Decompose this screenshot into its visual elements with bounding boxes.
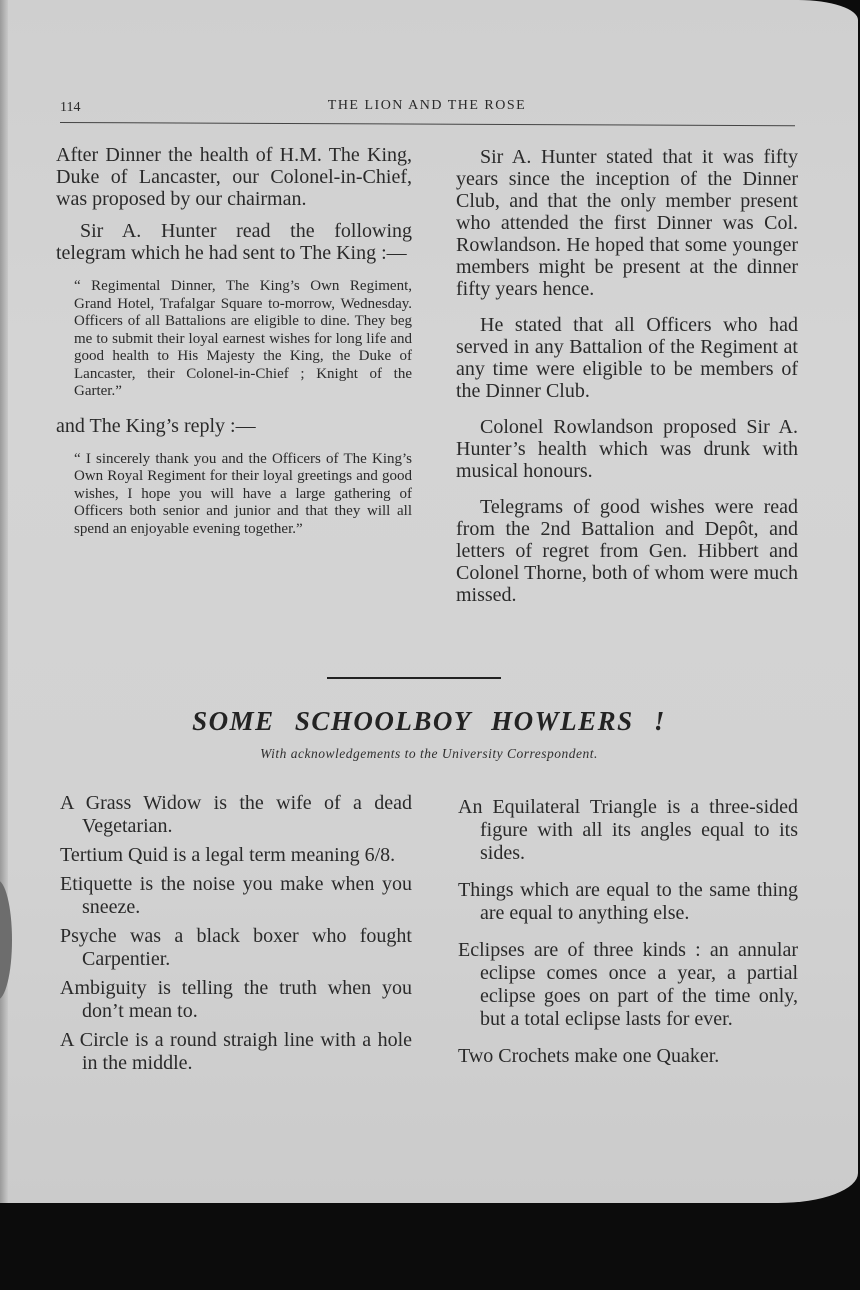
telegram-quote: “ Regimental Dinner, The King’s Own Regiment, Grand Hotel, Trafalgar Square to-morrow, Wednesday. Officers of all Battalions are eligible to dine. They beg me to submit their loyal earnest wishes for long life and good health to His Majesty the King, the Duke of Lancaster, their Colonel-in-Chief ; Knight of the Garter.” — [74, 278, 412, 399]
thumb-shadow — [0, 880, 12, 1000]
paragraph: and The King’s reply :— — [56, 414, 256, 437]
howler-item: An Equilateral Triangle is a three-sided figure with all its angles equal to its sides. — [458, 796, 798, 864]
reply-quote: “ I sincerely thank you and the Officers of The King’s Own Royal Regiment for their loyal greetings and good wishes, I hope you will have a large gathering of Officers both senior and junior and that they will all spend an enjoyable evening together.” — [74, 450, 412, 537]
paragraph: Sir A. Hunter read the following telegram which he had sent to The King :— — [56, 220, 412, 264]
page-number: 114 — [60, 100, 81, 115]
howler-item: Two Crochets make one Quaker. — [458, 1045, 720, 1067]
howler-item: Tertium Quid is a legal term meaning 6/8. — [60, 844, 396, 866]
dinner-right-column — [456, 146, 798, 616]
paragraph: He stated that all Officers who had served in any Battalion of the Regiment at any time were eligible to be members of the Dinner Club. — [456, 314, 798, 402]
section-subtitle: With acknowledgements to the University Correspondent. — [260, 746, 598, 761]
howler-item: Eclipses are of three kinds : an annular eclipse comes once a year, a partial eclipse goes on part of the time only, but a total eclipse lasts for ever. — [458, 939, 798, 1030]
howler-item: Etiquette is the noise you make when you sneeze. — [60, 873, 412, 918]
howler-item: Psyche was a black boxer who fought Carpentier. — [60, 925, 412, 970]
paragraph: After Dinner the health of H.M. The King, Duke of Lancaster, our Colonel-in-Chief, was proposed by our chairman. — [56, 144, 412, 210]
paragraph: Sir A. Hunter stated that it was fifty years since the inception of the Dinner Club, and that the only member present who attended the first Dinner was Col. Rowlandson. He hoped that some younger members might be present at the dinner fifty years hence. — [456, 146, 798, 300]
howlers-left-column — [60, 792, 412, 1081]
section-title: SOME SCHOOLBOY HOWLERS ! — [192, 706, 666, 736]
paragraph: Telegrams of good wishes were read from the 2nd Battalion and Depôt, and letters of regret from Gen. Hibbert and Colonel Thorne, both of whom were much missed. — [456, 496, 798, 606]
howler-item: A Grass Widow is the wife of a dead Vegetarian. — [60, 792, 412, 837]
paragraph: Colonel Rowlandson proposed Sir A. Hunter’s health which was drunk with musical honours. — [456, 416, 798, 482]
howler-item: Things which are equal to the same thing are equal to anything else. — [458, 879, 798, 924]
section-divider — [327, 677, 501, 679]
dinner-left-column — [56, 144, 412, 552]
howler-item: A Circle is a round straigh line with a hole in the middle. — [60, 1029, 412, 1074]
howlers-right-column — [458, 796, 798, 1074]
running-title: THE LION AND THE ROSE — [327, 98, 527, 113]
howler-item: Ambiguity is telling the truth when you don’t mean to. — [60, 977, 412, 1022]
